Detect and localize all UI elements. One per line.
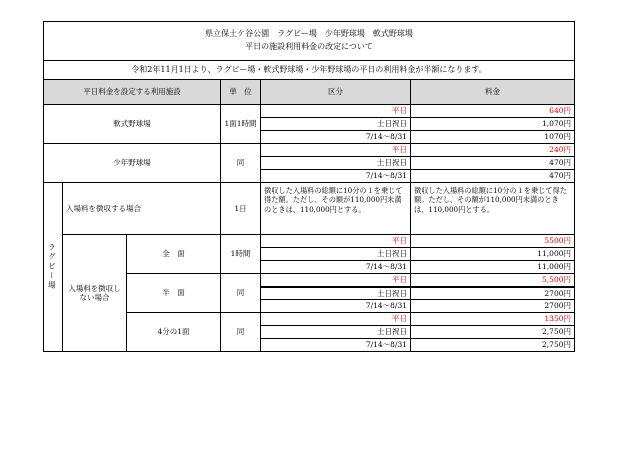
- category-cell: 平日: [261, 274, 411, 287]
- notice-row: [44, 61, 575, 80]
- fee-cell: 5500円: [411, 235, 575, 248]
- fee-cell: 2,750円: [411, 339, 575, 352]
- col-header-category: 区分: [261, 80, 411, 105]
- category-cell: 平日: [261, 144, 411, 157]
- fee-cell: 240円: [411, 144, 575, 157]
- category-cell: 7/14～8/31: [261, 170, 411, 183]
- category-cell: 7/14～8/31: [261, 261, 411, 274]
- fee-cell: 11,000円: [411, 248, 575, 261]
- fee-cell: 徴収した入場料の総額に10分の１を乗じて得た額。ただし、その額が110,000円未満のときは、110,000円とする。: [411, 183, 575, 235]
- unit-quarter: 同: [221, 313, 261, 352]
- table-row: [44, 235, 575, 248]
- rugby-label: ラグビー場: [47, 243, 57, 291]
- fee-cell: 1070円: [411, 131, 575, 144]
- area-full: 全 面: [127, 235, 221, 274]
- table-header: [44, 80, 575, 105]
- fee-cell: 5,500円: [411, 274, 575, 287]
- category-cell: 土日祝日: [261, 326, 411, 339]
- category-cell: 土日祝日: [261, 157, 411, 170]
- title-row: [44, 22, 575, 61]
- fee-cell: 470円: [411, 170, 575, 183]
- unit-half: 同: [221, 274, 261, 313]
- category-cell: 7/14～8/31: [261, 339, 411, 352]
- col-header-unit: 単 位: [221, 80, 261, 105]
- unit-youth: 同: [221, 144, 261, 183]
- facility-rugby: [44, 183, 63, 352]
- area-half: 半 面: [127, 274, 221, 313]
- table-row: [44, 183, 575, 235]
- rugby-free-label: 入場料を徴収しない場合: [63, 235, 127, 352]
- table-row: [44, 105, 575, 118]
- facility-youth: 少年野球場: [44, 144, 221, 183]
- category-cell: 平日: [261, 313, 411, 326]
- unit-softball: 1面1時間: [221, 105, 261, 144]
- document-title: [44, 22, 575, 61]
- fee-cell: 2700円: [411, 287, 575, 300]
- category-cell: 平日: [261, 235, 411, 248]
- unit-rugby-paid: 1日: [221, 183, 261, 235]
- fee-table: [43, 21, 575, 352]
- fee-cell: 640円: [411, 105, 575, 118]
- area-quarter: 4分の1面: [127, 313, 221, 352]
- col-header-fee: 料金: [411, 80, 575, 105]
- title-line-2: 平日の施設利用料金の改定について: [245, 42, 373, 51]
- category-cell: 土日祝日: [261, 287, 411, 300]
- category-cell: 7/14～8/31: [261, 300, 411, 313]
- category-cell: 平日: [261, 105, 411, 118]
- fee-cell: 470円: [411, 157, 575, 170]
- category-cell: 徴収した入場料の総額に10分の１を乗じて得た額。ただし、その額が110,000円未満のときは、110,000円とする。: [261, 183, 411, 235]
- title-line-1: 県立保土ケ谷公園 ラグビー場 少年野球場 軟式野球場: [205, 29, 413, 39]
- unit-full: 1時間: [221, 235, 261, 274]
- fee-cell: 2,750円: [411, 326, 575, 339]
- rugby-paid-label: 入場料を徴収する場合: [63, 183, 221, 235]
- fee-cell: 11,000円: [411, 261, 575, 274]
- notice-text: 令和2年11月1日より、ラグビー場・軟式野球場・少年野球場の平日の利用料金が半額になります。: [44, 61, 575, 80]
- category-cell: 7/14～8/31: [261, 131, 411, 144]
- fee-cell: 2700円: [411, 300, 575, 313]
- fee-document: [43, 21, 574, 352]
- category-cell: 土日祝日: [261, 118, 411, 131]
- facility-softball: 軟式野球場: [44, 105, 221, 144]
- category-cell: 土日祝日: [261, 248, 411, 261]
- fee-cell: 1,070円: [411, 118, 575, 131]
- col-header-facility: 平日料金を設定する利用施設: [44, 80, 221, 105]
- table-row: [44, 144, 575, 157]
- fee-cell: 1350円: [411, 313, 575, 326]
